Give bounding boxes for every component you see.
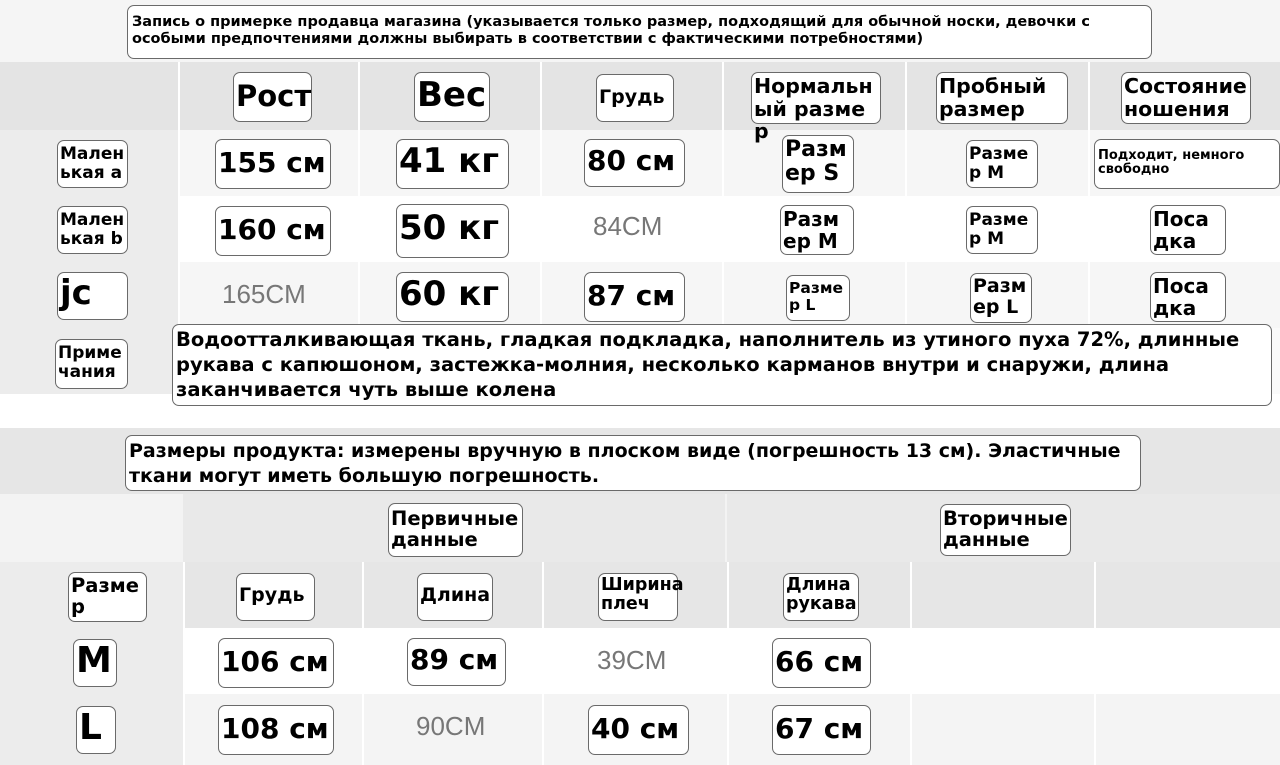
t2-header-size: Размер: [68, 572, 147, 622]
t2-header-length: Длина: [417, 573, 493, 621]
t1-row1-normal-size: Размер S: [782, 135, 854, 193]
t1-sep: [905, 62, 907, 328]
t1-row3-wear-state: Посадка: [1150, 272, 1226, 322]
t2-group-secondary: Вторичные данные: [940, 504, 1071, 556]
t1-row2-weight: 50 кг: [396, 204, 509, 258]
t2-row1-shoulder: 39CM: [597, 645, 667, 675]
t1-row1-height: 155 см: [215, 139, 331, 189]
t1-row1-chest: 80 см: [584, 139, 685, 187]
t2-row1-sleeve: 66 см: [772, 638, 871, 688]
t2-sep: [910, 562, 912, 765]
t1-header-trial-size: Пробный размер: [936, 72, 1068, 124]
t1-header-height: Рост: [233, 72, 312, 122]
t1-row2-chest: 84CM: [593, 211, 663, 241]
t2-sep: [727, 562, 729, 765]
t1-row3-normal-size: Размер L: [786, 275, 850, 321]
t2-row2-size: L: [76, 706, 116, 754]
t1-header-chest: Грудь: [596, 74, 674, 122]
t1-row3-chest: 87 см: [584, 272, 685, 322]
t1-row2-wear-state: Посадка: [1150, 205, 1226, 255]
t2-caption: Размеры продукта: измерены вручную в плоском виде (погрешность 13 см). Эластичные ткани могут иметь большую погрешность.: [125, 435, 1141, 491]
t2-group-primary: Первичные данные: [388, 503, 523, 557]
t2-row1-size: M: [73, 639, 117, 687]
t2-sep: [362, 562, 364, 765]
t2-row2-shoulder: 40 см: [588, 705, 689, 755]
t1-row3-name: jc: [57, 272, 128, 320]
t1-row1-weight: 41 кг: [396, 139, 509, 189]
t2-sep: [1094, 562, 1096, 765]
t1-row1-name: Маленькая a: [57, 140, 128, 188]
t2-row2-sleeve: 67 см: [772, 705, 871, 755]
t1-row1-trial-size: Размер M: [966, 140, 1038, 188]
t1-row2-height: 160 см: [215, 206, 331, 256]
t2-sep: [542, 562, 544, 765]
t1-sep: [178, 62, 180, 328]
t1-row3-height: 165CM: [222, 279, 306, 309]
t1-row3-trial-size: Размер L: [970, 273, 1032, 323]
t2-sep: [183, 562, 185, 765]
t1-sep: [358, 62, 360, 328]
t1-sep: [540, 62, 542, 328]
t2-row1-chest: 106 см: [218, 638, 334, 688]
t1-sep: [1088, 62, 1090, 328]
t2-row2-length: 90CM: [416, 711, 486, 741]
t1-row1-wear-state: Подходит, немного свободно: [1094, 139, 1280, 189]
t2-header-chest: Грудь: [236, 573, 315, 621]
t2-header-shoulder: Ширина плеч: [598, 573, 678, 621]
t1-caption: Запись о примерке продавца магазина (указывается только размер, подходящий для обычной носки, девочки с особыми предпочтениями должны выбирать в соответствии с фактическими потребностями): [127, 5, 1152, 59]
t1-notes-text: Водоотталкивающая ткань, гладкая подкладка, наполнитель из утиного пуха 72%, длинные рукава с капюшоном, застежка-молния, несколько карманов внутри и снаружи, длина заканчивается чуть выше колена: [172, 324, 1272, 406]
t1-header-normal-size: Нормальный размер: [751, 72, 881, 124]
t1-row2-name: Маленькая b: [57, 206, 128, 254]
t1-row2-trial-size: Размер M: [966, 206, 1038, 254]
t2-header-sleeve: Длина рукава: [783, 573, 859, 621]
t1-header-weight: Вес: [414, 72, 490, 122]
t1-notes-label: Примечания: [55, 339, 128, 389]
t1-header-wear-state: Состояние ношения: [1121, 72, 1251, 124]
t2-row2-chest: 108 см: [218, 705, 334, 755]
t2-row1-length: 89 см: [407, 638, 506, 686]
t1-row3-weight: 60 кг: [396, 272, 509, 322]
t1-row2-normal-size: Размер M: [780, 205, 854, 255]
t1-sep: [722, 62, 724, 328]
